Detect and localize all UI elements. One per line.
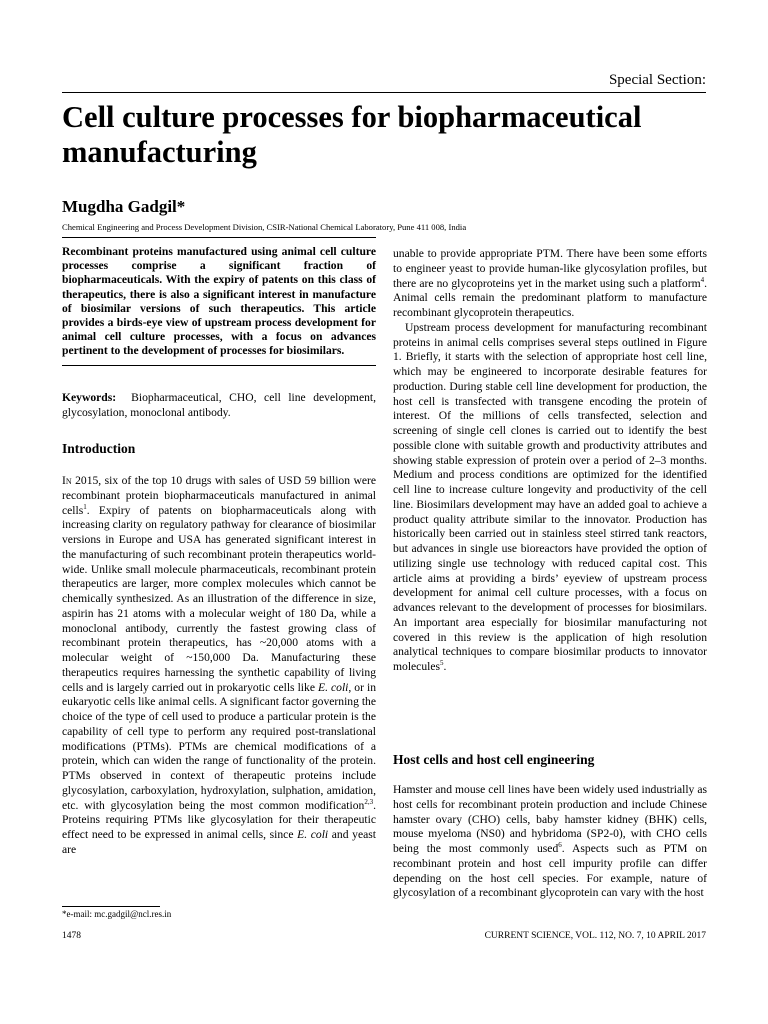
- section-header: Special Section:: [608, 72, 706, 88]
- abstract-box: [62, 237, 376, 366]
- author-affiliation: Chemical Engineering and Process Development Division, CSIR-National Chemical Laboratory, Pune 411 008, India: [62, 222, 467, 232]
- abstract-text: Recombinant proteins manufactured using animal cell culture processes comprise a significant fraction of biopharmaceuticals. With the expiry of patents on this class of therapeutics, there is also a significant interest in manufacture of biosimilar versions of such therapeutics. This article provides a birds-eye view of upstream process development for animal cell culture processes, with a focus on advances pertinent to the development of processes for biosimilars.: [62, 245, 376, 358]
- species-name: E. coli: [297, 828, 329, 841]
- introduction-body: [62, 474, 376, 858]
- section-heading-host-cells: Host cells and host cell engineering: [393, 752, 595, 767]
- citation: 1: [83, 502, 87, 511]
- keywords: [62, 390, 376, 420]
- article-title: Cell culture processes for biopharmaceutical manufacturing: [62, 100, 642, 169]
- journal-citation: CURRENT SCIENCE, VOL. 112, NO. 7, 10 APRIL 2017: [484, 931, 706, 941]
- keywords-list: Biopharmaceutical, CHO, cell line development, glycosylation, monoclonal antibody.: [62, 391, 377, 419]
- author-name: Mugdha Gadgil*: [62, 197, 186, 216]
- paragraph: Upstream process development for manufacturing recombinant proteins in animal cells comprises several steps outlined in Figure 1. Briefly, it starts with the selection of appropriate host cell line, which may be engineered to incorporate desirable features for production. During stable cell line development for production, the host cell is transfected with transgene encoding the protein of interest. Of the millions of cells transfected, selection and screening of single cell clones is carried out to identify the best possible clone with suitable growth and productivity attributes and showing stable expression of protein over a period of 2–3 months. Medium and process conditions are optimized for the identified cell line to increase culture longevity and productivity of the cell line. Biosimilars development may have an added goal to achieve a product quality attribute similar to the innovator. Production has historically been carried out in stainless steel stirred tank reactors, but advances in single use bioreactors have provided the option of utilizing single use technology with reduced capital cost. This article aims at providing a birds’ eyeview of upstream process development for animal cell culture processes, with a focus on advances relevant to the development of processes for biosimilars. An important area especially for biosimilar manufacturing not covered in this review is the application of high resolution analytical techniques to compare biosimilar products to innovator molecules$^5$.: [393, 320, 707, 673]
- citation: 2,3: [364, 797, 374, 806]
- citation: 5: [440, 659, 444, 668]
- paragraph: Hamster and mouse cell lines have been widely used industrially as host cells for recombinant protein production and include Chinese hamster ovary (CHO) cells, baby hamster kidney (BHK) cells, mouse myeloma (NS0) and hybridoma (SP2-0), with CHO cells being the most commonly used$^6$. Aspects such as PTM on recombinant protein and host cell impurity profile can differ depending on the host cell species. For example, nature of glycosylation of a recombinant glycoprotein can vary with the host: [393, 783, 707, 900]
- header-rule: [62, 92, 706, 93]
- citation: 6: [558, 841, 562, 850]
- paragraph: unable to provide appropriate PTM. There have been some efforts to engineer yeast to provide human-like glycosylation profiles, but there are no glycoproteins yet in the market using such a platform$^4$. Animal cells remain the predominant platform to manufacture recombinant glycoprotein therapeutics.: [393, 247, 707, 319]
- page-number: 1478: [62, 931, 81, 941]
- footnote-email: *e-mail: mc.gadgil@ncl.res.in: [62, 909, 172, 919]
- keywords-label: Keywords:: [62, 391, 117, 404]
- footnote-rule: [62, 906, 160, 907]
- paragraph: In 2015, six of the top 10 drugs with sales of USD 59 billion were recombinant protein biopharmaceuticals manufactured in animal cells$^1$. Expiry of patents on biopharmaceuticals along with increasing clarity on regulatory pathway for clearance of biosimilar versions in Europe and USA has generated significant interest in the manufacturing of such recombinant protein therapeutics world-wide. Unlike small molecule pharmaceuticals, recombinant protein therapeutics are larger, more complex molecules which cannot be chemically synthesized. As an illustration of the difference in size, aspirin has 21 atoms with a molecular weight of 180 Da, while a monoclonal antibody, currently the fastest growing class of recombinant protein therapeutics, has ~20,000 atoms with a molecular weight of ~150,000 Da. Manufacturing these therapeutics requires harnessing the synthetic capability of living cells and is largely carried out in prokaryotic cells like E. coli, or in eukaryotic cells like animal cells. A significant factor governing the choice of the type of cell used to produce a particular protein is the capability of cell type to perform any required post-translational modifications (PTMs). PTMs are chemical modifications of a protein, which can widen the range of functionality of the protein. PTMs observed in context of therapeutic proteins include glycosylation, carboxylation, hydroxylation, sulphation, amidation, etc. with glycosylation being the most common modification$^{2,3}$. Proteins requiring PTMs like glycosylation for their therapeutic effect need to be expressed in animal cells, since E. coli and yeast are: [62, 474, 377, 856]
- citation: 4: [700, 275, 705, 284]
- dropcap: In: [62, 474, 72, 487]
- species-name: E. coli: [318, 680, 349, 694]
- section-heading-introduction: Introduction: [62, 441, 136, 456]
- host-cells-body: [393, 783, 707, 901]
- right-column-body: [393, 247, 707, 675]
